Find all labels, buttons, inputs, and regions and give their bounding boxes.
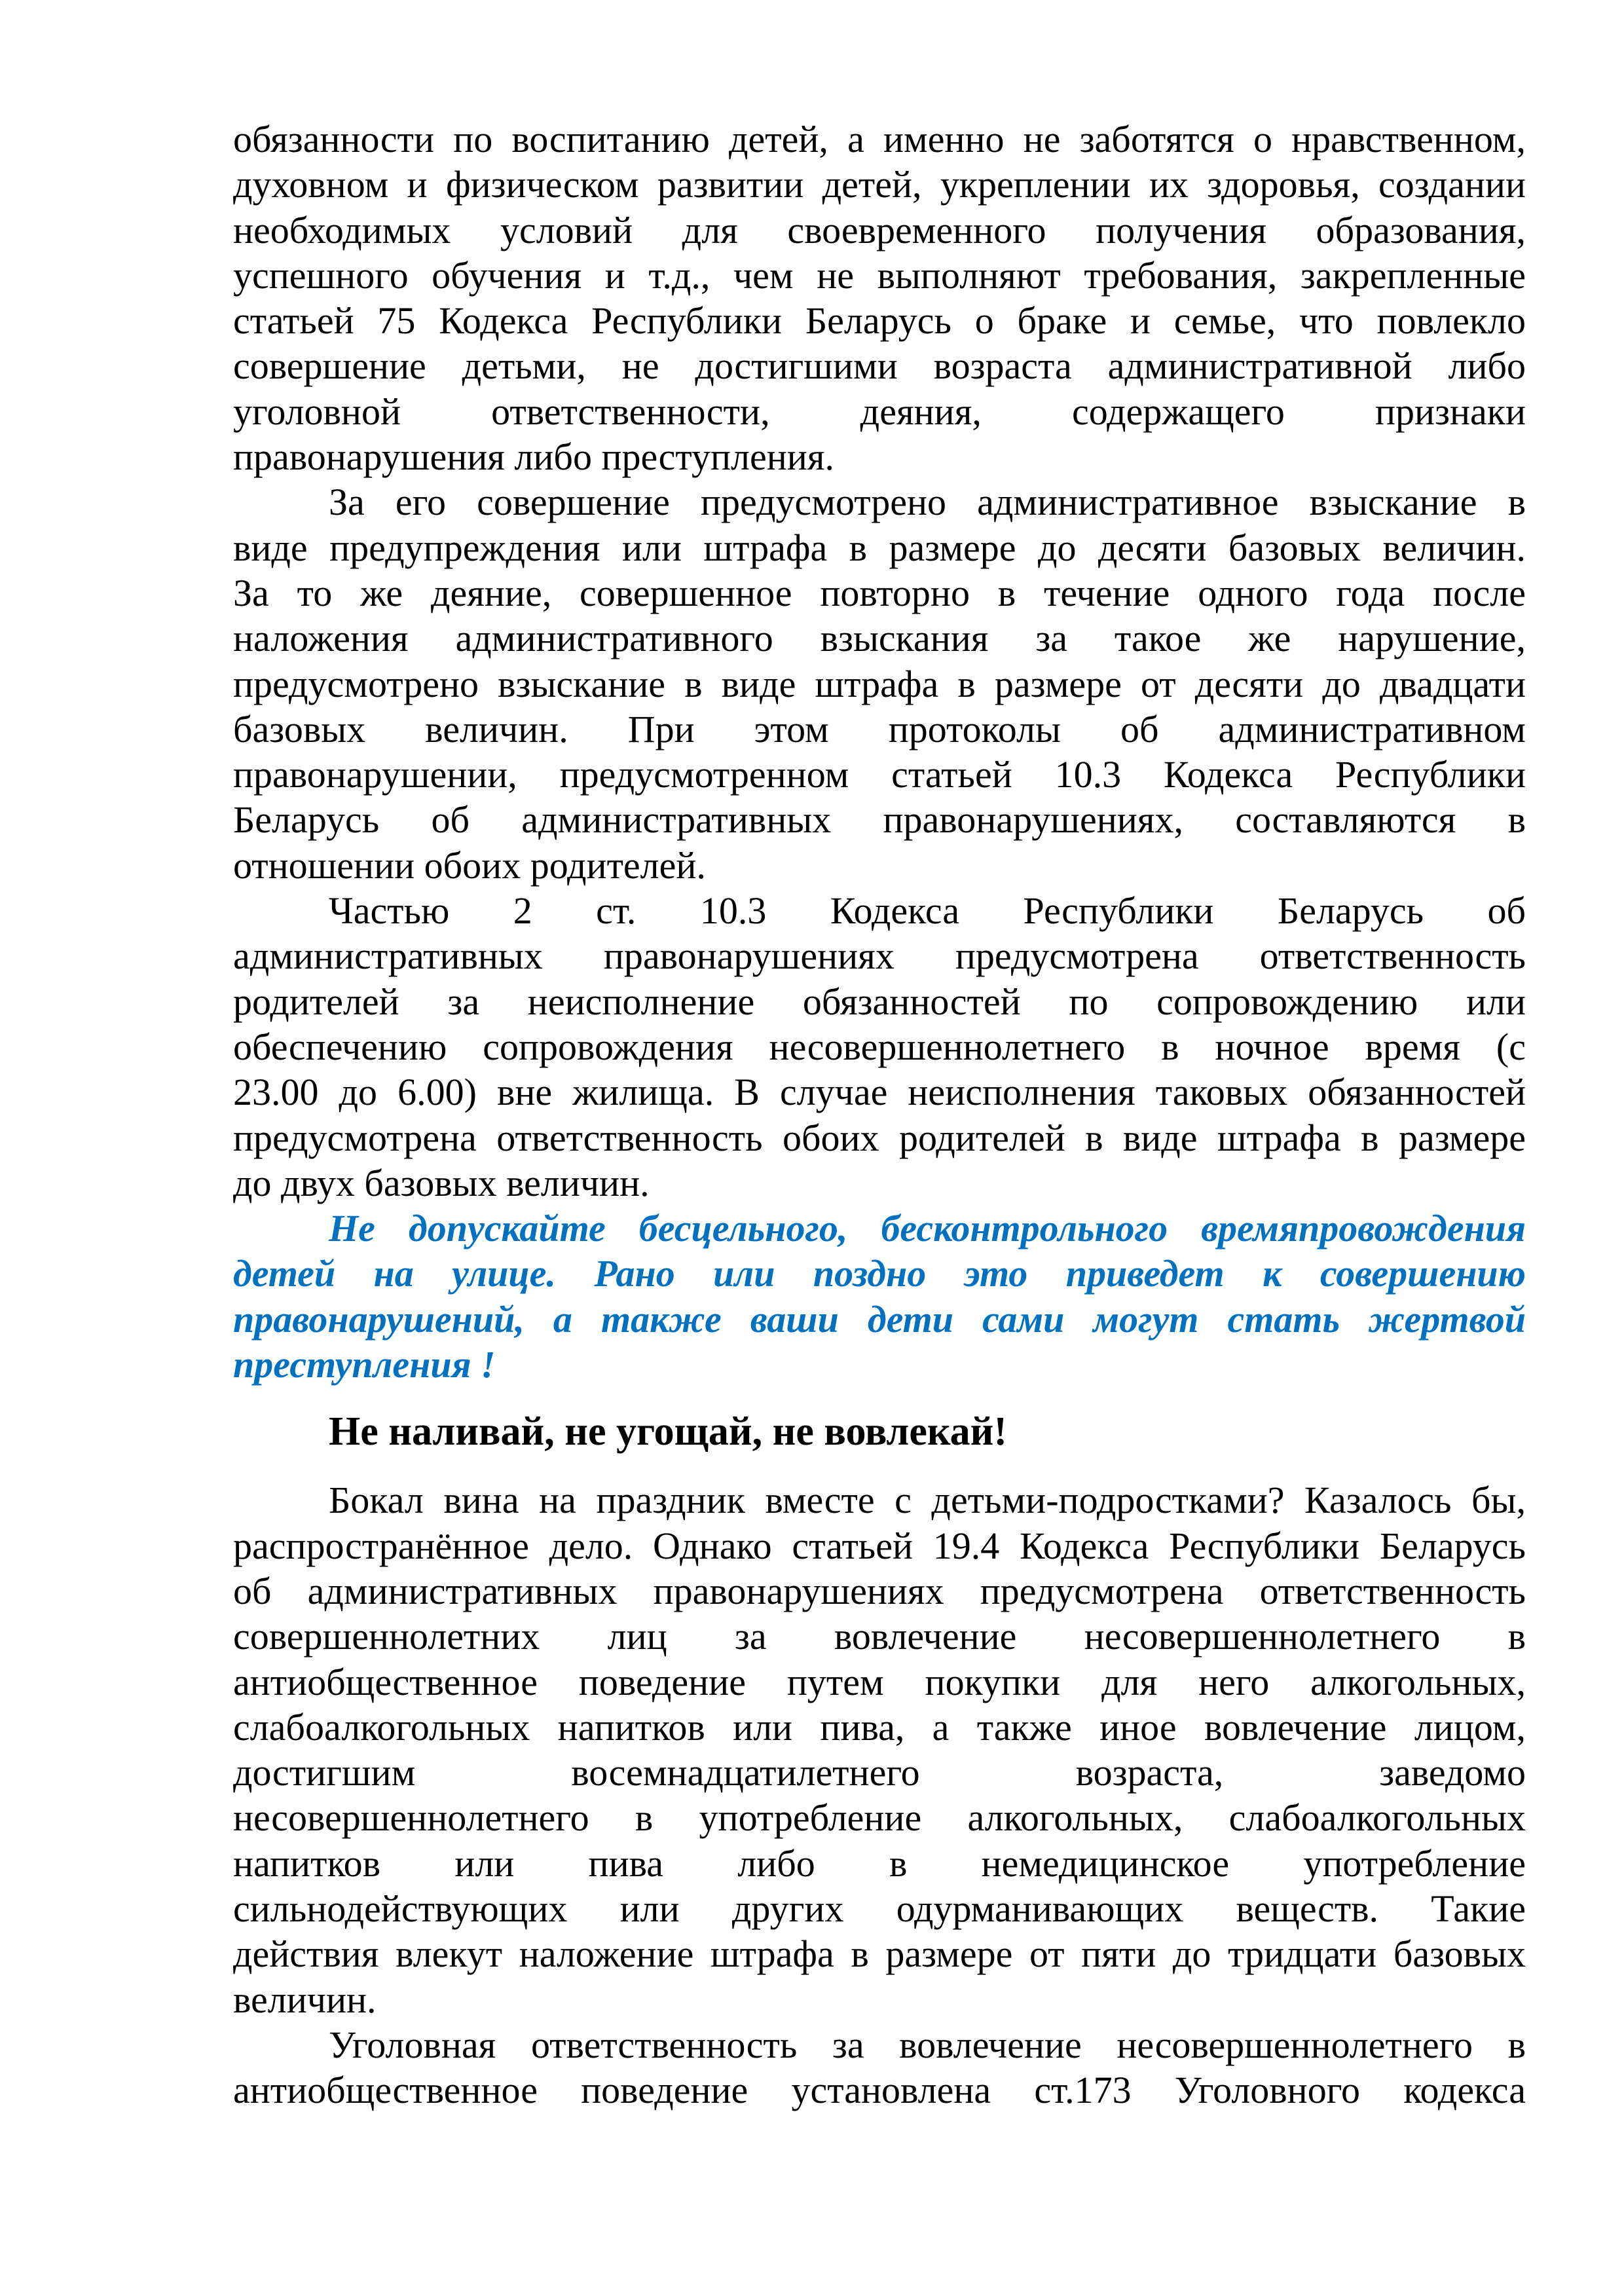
paragraph (233, 2022, 1526, 2113)
text-line: распространённое дело. Однако статьей 19.4 Кодекса Республики Беларусь (233, 1524, 1526, 1567)
text-line: успешного обучения и т.д., чем не выполняют требования, закрепленные (233, 253, 1526, 297)
text-line: базовых величин. При этом протоколы об административном (233, 707, 1526, 750)
section-heading: Не наливай, не угощай, не вовлекай! (329, 1409, 1008, 1454)
text-line: напитков или пива либо в немедицинское употребление (233, 1842, 1526, 1885)
text-line: правонарушения либо преступления. (233, 435, 834, 479)
document-body-after-heading (233, 1477, 1526, 2113)
text-line: духовном и физическом развитии детей, укреплении их здоровья, создании (233, 163, 1526, 206)
text-line: За то же деяние, совершенное повторно в течение одного года после (233, 571, 1526, 614)
text-line: Не допускайте бесцельного, бесконтрольного времяпровождения (329, 1207, 1526, 1250)
text-line: правонарушений, а также ваши дети сами могут стать жертвой (233, 1297, 1526, 1341)
text-line: действия влекут наложение штрафа в размере от пяти до тридцати базовых (233, 1933, 1526, 1976)
text-line: предусмотрено взыскание в виде штрафа в размере от десяти до двадцати (233, 662, 1526, 705)
text-line: За его совершение предусмотрено административное взыскание в (329, 481, 1526, 524)
text-line: Уголовная ответственность за вовлечение несовершеннолетнего в (329, 2023, 1526, 2066)
text-line: антиобщественное поведение путем покупки для него алкогольных, (233, 1660, 1526, 1703)
text-line: достигшим восемнадцатилетнего возраста, заведомо (233, 1751, 1526, 1794)
paragraph (233, 1477, 1526, 2022)
text-line: обеспечению сопровождения несовершеннолетнего в ночное время (с (233, 1025, 1526, 1068)
text-line: слабоалкогольных напитков или пива, а также иное вовлечение лицом, (233, 1705, 1526, 1749)
text-line: родителей за неисполнение обязанностей по сопровождению или (233, 980, 1526, 1023)
text-line: статьей 75 Кодекса Республики Беларусь о браке и семье, что повлекло (233, 299, 1526, 343)
document-page (233, 117, 1526, 2113)
text-line: сильнодействующих или других одурманивающих веществ. Такие (233, 1887, 1526, 1930)
text-line: отношении обоих родителей. (233, 843, 706, 887)
text-line: антиобщественное поведение установлена ст.173 Уголовного кодекса (233, 2069, 1526, 2112)
text-line: административных правонарушениях предусмотрена ответственность (233, 935, 1526, 978)
text-line: Беларусь об административных правонарушениях, составляются в (233, 798, 1526, 842)
text-line: Бокал вина на праздник вместе с детьми-подростками? Казалось бы, (329, 1479, 1526, 1522)
paragraph (233, 117, 1526, 479)
text-line: совершение детьми, не достигшими возраста административной либо (233, 344, 1526, 388)
paragraph (233, 888, 1526, 1206)
text-line: предусмотрена ответственность обоих родителей в виде штрафа в размере (233, 1116, 1526, 1159)
text-line: преступления ! (233, 1343, 496, 1386)
text-line: совершеннолетних лиц за вовлечение несовершеннолетнего в (233, 1615, 1526, 1658)
text-line: величин. (233, 1978, 377, 2021)
text-line: наложения административного взыскания за такое же нарушение, (233, 617, 1526, 660)
text-line: обязанности по воспитанию детей, а именно не заботятся о нравственном, (233, 118, 1526, 160)
document-body-before-heading (233, 117, 1526, 1387)
text-line: об административных правонарушениях предусмотрена ответственность (233, 1569, 1526, 1612)
text-line: необходимых условий для своевременного получения образования, (233, 208, 1526, 251)
text-line: уголовной ответственности, деяния, содержащего признаки (233, 390, 1526, 433)
text-line: несовершеннолетнего в употребление алкогольных, слабоалкогольных (233, 1796, 1526, 1840)
paragraph (233, 479, 1526, 888)
text-line: 23.00 до 6.00) вне жилища. В случае неисполнения таковых обязанностей (233, 1071, 1526, 1114)
text-line: правонарушении, предусмотренном статьей 10.3 Кодекса Республики (233, 753, 1526, 796)
text-line: виде предупреждения или штрафа в размере до десяти базовых величин. (233, 526, 1526, 569)
text-line: до двух базовых величин. (233, 1161, 650, 1204)
warning-paragraph (233, 1206, 1526, 1387)
text-line: Частью 2 ст. 10.3 Кодекса Республики Беларусь об (329, 889, 1526, 933)
text-line: детей на улице. Рано или поздно это приведет к совершению (233, 1252, 1526, 1295)
